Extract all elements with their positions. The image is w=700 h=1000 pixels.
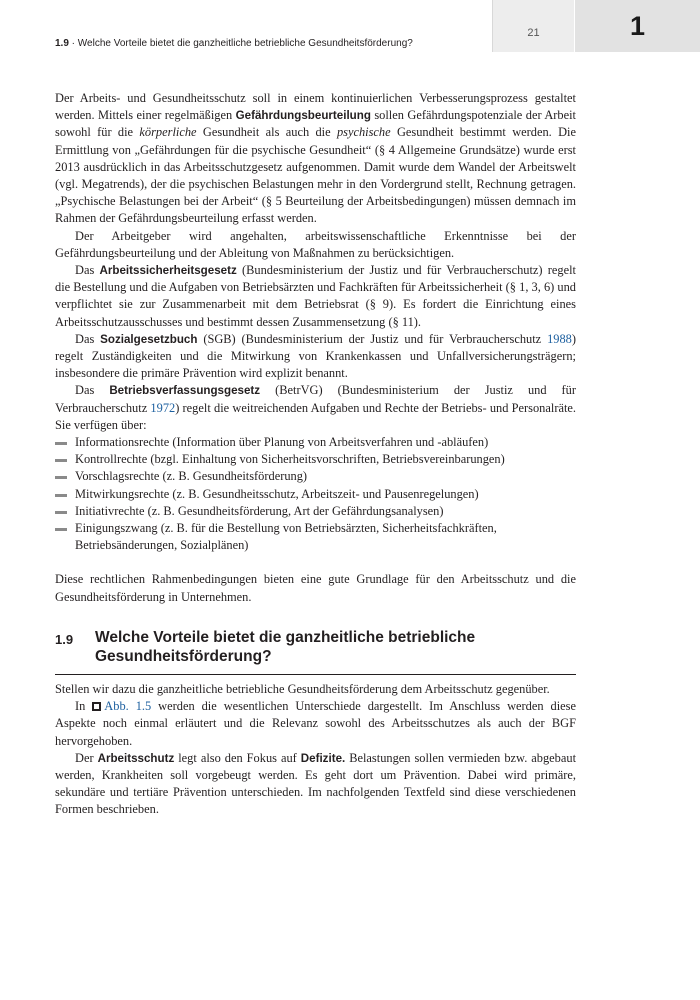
dash-bullet-icon (55, 494, 67, 497)
dash-bullet-icon (55, 511, 67, 514)
rights-list (55, 434, 576, 554)
text: (Bundesministerium der Justiz und für Verbraucherschutz) regelt die Bestellung und die Aufgaben von Betriebsärzten und Fachkräften für Arbeitssicherheit (§ 1, 3, 6) und verpflichtet sie zur Zusammenarbeit mit dem Betriebsrat (§ 9). Es fordert die Einrichtung eines Arbeitsschutzausschusses und bestimmt dessen Zusammensetzung (§ 11). (55, 263, 576, 329)
list-item-text: Informationsrechte (Information über Planung von Arbeitsverfahren und -abläufen) (75, 435, 489, 450)
running-head-title: · Welche Vorteile bietet die ganzheitliche betriebliche Gesundheitsförderung? (68, 38, 413, 49)
list-item-text: Mitwirkungsrechte (z. B. Gesundheitsschutz, Arbeitszeit- und Pausenregelungen) (75, 486, 479, 501)
figure-reference-icon (92, 702, 101, 711)
paragraph-betriebsverfassungsgesetz (55, 382, 576, 434)
dash-bullet-icon (55, 442, 67, 445)
text: ) regelt die weitreichenden Aufgaben und Rechte der Betriebs- und Personalräte. Sie verfügen über: (55, 400, 576, 432)
list-item (55, 451, 576, 468)
text: Gesundheit bestimmt werden. Die Ermittlung von „Gefährdungen für die psychische Gesundheit“ (§ 4 Allgemeine Grundsätze) wurde erst 2013 ausdrücklich in das Arbeitsschutzgesetz aufgenommen. Damit wurde dem Wandel der Arbeitswelt (vgl. Megatrends), der die psychischen Belastungen mehr in den Vordergrund stellt, Rechnung getragen. „Psychische Belastungen bei der Arbeit“ (§ 5 Beurteilung der Arbeitsbedingungen) müssen demnach im Rahmen der Gefährdungsbeurteilung erfasst werden. (55, 125, 576, 226)
term-defizite: Defizite. (300, 751, 346, 765)
text: Gesundheit als auch die (196, 125, 337, 140)
term-sozialgesetzbuch: Sozialgesetzbuch (100, 332, 198, 346)
emphasis-koerperliche: körperliche (139, 125, 197, 140)
list-item-text: Kontrollrechte (bzgl. Einhaltung von Sicherheitsvorschriften, Betriebsvereinbarungen) (75, 452, 505, 467)
text: ) regelt Zuständigkeiten und die Mitwirkung von Krankenkassen und Unfallversicherungsträgern; insbesondere die primäre Prävention wird explizit benannt. (55, 331, 576, 381)
list-item-text: Vorschlagsrechte (z. B. Gesundheitsförderung) (75, 469, 308, 484)
spacer (55, 554, 576, 571)
paragraph-gefaehrdungsbeurteilung (55, 90, 576, 228)
list-item (55, 468, 576, 485)
paragraph-abbildung (55, 698, 576, 750)
text: Der (75, 750, 98, 765)
page-header (0, 0, 700, 58)
figure-link-abb-1-5[interactable]: Abb. 1.5 (104, 699, 152, 714)
term-arbeitsschutz: Arbeitsschutz (97, 751, 175, 765)
text: sollen Gefährdungspotenziale der Arbeit sowohl für die (55, 108, 576, 140)
list-item-text: Initiativrechte (z. B. Gesundheitsförderung, Art der Gefährdungsanalysen) (75, 503, 444, 518)
list-item (55, 503, 576, 520)
dash-bullet-icon (55, 528, 67, 531)
running-head (55, 38, 413, 49)
term-betriebsverfassungsgesetz: Betriebsverfassungsgesetz (109, 384, 261, 398)
page-number: 21 (527, 27, 540, 39)
list-item (55, 486, 576, 503)
text: Der Arbeits- und Gesundheitsschutz soll in einem kontinuierlichen Verbesserungsprozess gestaltet werden. Mittels einer regelmäßigen (55, 91, 576, 123)
list-item-text: Einigungszwang (z. B. für die Bestellung von Betriebsärzten, Sicherheitsfachkräften, Betriebsänderungen, Sozialplänen) (75, 521, 497, 553)
list-item (55, 520, 576, 554)
chapter-number: 1 (629, 11, 646, 41)
term-arbeitssicherheitsgesetz: Arbeitssicherheitsgesetz (99, 264, 237, 278)
paragraph-rahmenbedingungen: Diese rechtlichen Rahmenbedingungen bieten eine gute Grundlage für den Arbeitsschutz und die Gesundheitsförderung in Unternehmen. (55, 572, 576, 604)
page-body (55, 90, 576, 819)
dash-bullet-icon (55, 476, 67, 479)
paragraph-arbeitsschutz (55, 750, 576, 819)
section-number: 1.9 (55, 631, 74, 647)
text: In (75, 699, 93, 714)
list-item (55, 434, 576, 451)
paragraph-gegenueberstellung: Stellen wir dazu die ganzheitliche betriebliche Gesundheitsförderung dem Arbeitsschutz gegenüber. (55, 681, 550, 696)
dash-bullet-icon (55, 459, 67, 462)
text: Belastungen sollen vermieden bzw. abgebaut werden, Krankheiten soll vorgebeugt werden. Es geht dort um Prävention. Dabei wird primäre, sekundäre und tertiäre Prävention unterschieden. Im nachfolgenden Textfeld sind diese verschiedenen Formen beschrieben. (55, 750, 577, 817)
text: Das (75, 331, 101, 346)
emphasis-psychische: psychische (336, 125, 391, 140)
term-gefaehrdungsbeurteilung: Gefährdungsbeurteilung (235, 109, 371, 123)
section-heading (55, 628, 576, 675)
text: legt also den Fokus auf (174, 750, 301, 765)
paragraph-sozialgesetzbuch (55, 331, 576, 383)
text: Das (75, 263, 100, 278)
text: (BetrVG) (Bundesministerium der Justiz und für Verbraucherschutz (55, 383, 577, 415)
citation-link-1972[interactable]: 1972 (150, 400, 176, 415)
text: werden die wesentlichen Unterschiede dargestellt. Im Anschluss werden diese Aspekte noch einmal erläutert und die Relevanz sowohl des Arbeitsschutzes als auch der BGF hervorgehoben. (55, 699, 576, 748)
section-title: Welche Vorteile bietet die ganzheitliche betriebliche Gesundheitsförderung? (95, 628, 476, 665)
paragraph-arbeitssicherheitsgesetz (55, 262, 576, 331)
text: (SGB) (Bundesministerium der Justiz und für Verbraucherschutz (197, 331, 548, 346)
chapter-tab (575, 0, 700, 52)
citation-link-1988[interactable]: 1988 (547, 331, 572, 346)
text: Das (75, 383, 110, 398)
page-number-box (492, 0, 574, 52)
paragraph-arbeitgeber: Der Arbeitgeber wird angehalten, arbeitswissenschaftliche Erkenntnisse bei der Gefährdungsbeurteilung und der Ableitung von Maßnahmen zu berücksichtigen. (55, 228, 576, 260)
running-head-number: 1.9 (55, 38, 69, 49)
